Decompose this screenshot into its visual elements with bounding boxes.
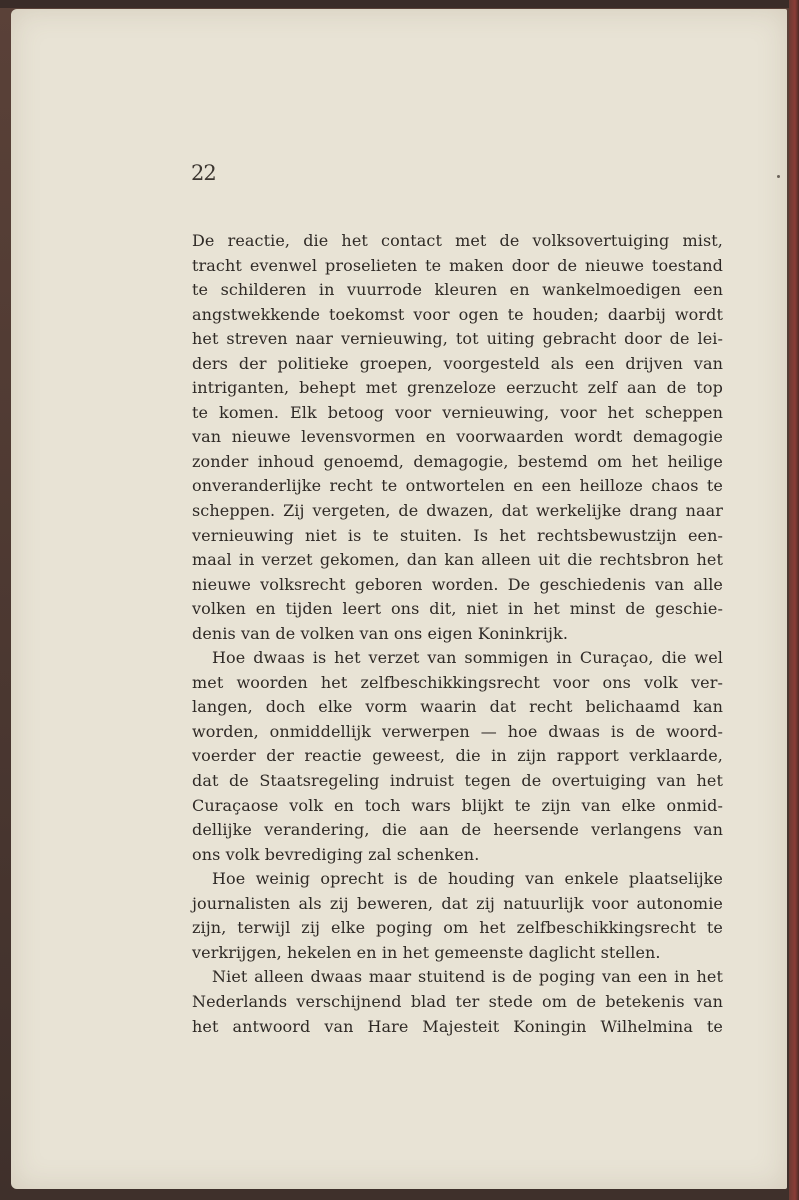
text-line: zonder inhoud genoemd, demagogie, bestemd om het heilige xyxy=(192,451,723,471)
text-line: onveranderlijke recht te ontwortelen en een heilloze chaos te xyxy=(192,476,723,496)
text-line: dellijke verandering, die aan de heersende verlangens van xyxy=(192,820,723,840)
text-line: zijn, terwijl zij elke poging om het zelfbeschikkingsrecht te xyxy=(192,918,723,938)
text-line: Hoe weinig oprecht is de houding van enkele plaatselijke xyxy=(212,869,723,889)
text-line: vernieuwing niet is te stuiten. Is het rechtsbewustzijn een- xyxy=(192,525,723,545)
text-line: worden, onmiddellijk verwerpen — hoe dwaas is de woord- xyxy=(192,721,723,741)
text-line: voerder der reactie geweest, die in zijn rapport verklaarde, xyxy=(192,746,723,766)
text-line: journalisten als zij beweren, dat zij natuurlijk voor autonomie xyxy=(192,893,723,913)
text-line: intriganten, behept met grenzeloze eerzucht zelf aan de top xyxy=(192,378,723,398)
text-line: nieuwe volksrecht geboren worden. De geschiedenis van alle xyxy=(192,574,723,594)
text-line: tracht evenwel proselieten te maken door de nieuwe toestand xyxy=(192,255,723,275)
text-line: Nederlands verschijnend blad ter stede om de betekenis van xyxy=(192,991,723,1011)
paragraph-1 xyxy=(192,229,723,646)
text-line: langen, doch elke vorm waarin dat recht belichaamd kan xyxy=(192,697,723,717)
text-line: Hoe dwaas is het verzet van sommigen in Curaçao, die wel xyxy=(212,648,723,668)
text-line: het antwoord van Hare Majesteit Koningin Wilhelmina te xyxy=(192,1016,723,1036)
book-top-edge xyxy=(0,0,799,8)
text-line: maal in verzet gekomen, dan kan alleen uit die rechtsbron het xyxy=(192,550,723,570)
text-line: De reactie, die het contact met de volksovertuiging mist, xyxy=(192,231,723,250)
paragraph-3 xyxy=(192,867,723,965)
page-number: 22 xyxy=(191,161,216,185)
text-line: het streven naar vernieuwing, tot uiting gebracht door de lei- xyxy=(192,329,723,349)
book-spine-edge xyxy=(789,0,799,1200)
text-line: verkrijgen, hekelen en in het gemeenste daglicht stellen. xyxy=(192,942,661,962)
paragraph-4 xyxy=(192,965,723,1039)
text-line: Niet alleen dwaas maar stuitend is de poging van een in het xyxy=(212,967,723,987)
text-line: Curaçaose volk en toch wars blijkt te zijn van elke onmid- xyxy=(192,795,723,815)
text-line: angstwekkende toekomst voor ogen te houden; daarbij wordt xyxy=(192,304,723,324)
text-line: denis van de volken van ons eigen Koninkrijk. xyxy=(192,623,569,643)
text-line: te komen. Elk betoog voor vernieuwing, voor het scheppen xyxy=(192,402,723,422)
text-line: ders der politieke groepen, voorgesteld als een drijven van xyxy=(192,353,723,373)
body-text xyxy=(192,229,723,1039)
text-line: dat de Staatsregeling indruist tegen de overtuiging van het xyxy=(192,771,723,791)
text-line: volken en tijden leert ons dit, niet in het minst de geschie- xyxy=(192,599,723,619)
paragraph-2 xyxy=(192,646,723,867)
paper-speck xyxy=(777,175,780,178)
text-line: scheppen. Zij vergeten, de dwazen, dat werkelijke drang naar xyxy=(192,501,723,521)
text-line: met woorden het zelfbeschikkingsrecht voor ons volk ver- xyxy=(192,672,723,692)
text-line: van nieuwe levensvormen en voorwaarden wordt demagogie xyxy=(192,427,723,447)
text-line: ons volk bevrediging zal schenken. xyxy=(192,844,480,864)
text-line: te schilderen in vuurrode kleuren en wankelmoedigen een xyxy=(192,280,723,300)
